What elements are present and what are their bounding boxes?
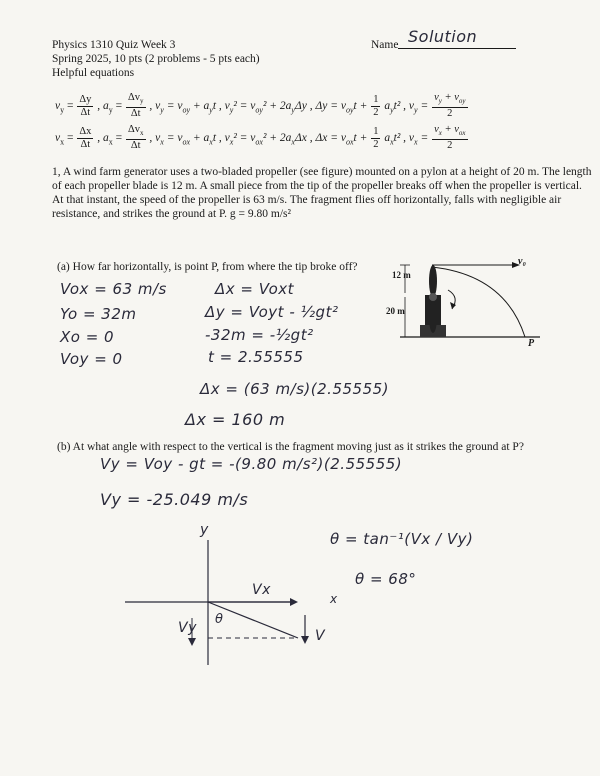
work-voy: Voy = 0 <box>60 350 123 368</box>
theta-answer: θ = 68° <box>355 570 417 588</box>
course-title: Physics 1310 Quiz Week 3 <box>52 39 176 51</box>
equation-row-y: $v_y$ = $\frac{\Delta y}{\Delta t}$ , $a_y$ = $\frac{\Delta v_y}{\Delta t}$ , $v_y = v_{oy} + a_yt$ , $v_y^2 = v_{oy}^2 + 2a_y\Delta y$ , $\Delta y = v_{oy}t$ + $\frac{1}{2}$ $a_yt^2$ , $v_y$ = $\frac{v_y + v_{oy}}{2}$ <box>55 92 466 120</box>
name-label: Name <box>371 39 399 51</box>
work-time: t = 2.55555 <box>208 348 304 366</box>
term-info: Spring 2025, 10 pts (2 problems - 5 pts each) <box>52 53 260 65</box>
work-vox: Vox = 63 m/s <box>60 280 167 298</box>
work-dx-eq: Δx = Voxt <box>215 280 295 298</box>
part-b-question: (b) At what angle with respect to the vertical is the fragment moving just as it strikes the ground at P? <box>57 441 524 453</box>
vector-label-v: V <box>315 628 326 644</box>
name-value: Solution <box>408 27 478 46</box>
answer-a: Δx = 160 m <box>185 410 286 429</box>
angle-label-theta: θ <box>215 612 224 627</box>
problem-1-text: 1, A wind farm generator uses a two-bladed propeller (see figure) mounted on a pylon at a height of 20 m. The length of each propeller blade is 12 m. A small piece from the tip of the propeller breaks off when the propeller is vertical. At that instant, the speed of the propeller is 63 m/s. The fragment flies off horizontally, falls with negligible air resistance, and strikes the ground at P. g = 9.80 m/s² <box>52 166 592 220</box>
theta-equation: θ = tan⁻¹(Vx / Vy) <box>330 530 474 548</box>
figure-label-v0: v₀ <box>518 256 526 267</box>
axis-label-y: y <box>200 522 209 538</box>
helpful-equations-heading: Helpful equations <box>52 67 135 79</box>
work-dy-eq: Δy = Voyt - ½gt² <box>205 303 339 321</box>
work-xo: Xo = 0 <box>60 328 115 346</box>
figure-label-12m: 12 m <box>392 270 411 280</box>
work-dx-calc: Δx = (63 m/s)(2.55555) <box>200 380 390 398</box>
name-underline <box>398 48 516 49</box>
work-yo: Yo = 32m <box>60 305 137 323</box>
work-vy-value: Vy = -25.049 m/s <box>100 490 249 509</box>
figure-label-20m: 20 m <box>386 306 405 316</box>
figure-label-p: P <box>528 338 535 349</box>
vector-label-vy: Vy <box>178 620 197 636</box>
work-dy-sub: -32m = -½gt² <box>205 326 314 344</box>
axis-label-x: x <box>330 592 338 606</box>
velocity-vector-sketch <box>120 520 340 670</box>
equation-row-x: $v_x$ = $\frac{\Delta x}{\Delta t}$ , $a_x$ = $\frac{\Delta v_x}{\Delta t}$ , $v_x = v_{ox} + a_xt$ , $v_x^2 = v_{ox}^2 + 2a_x\Delta x$ , $\Delta x = v_{ox}t$ + $\frac{1}{2}$ $a_xt^2$ , $v_x$ = $\frac{v_x + v_{ox}}{2}$ <box>55 124 466 152</box>
part-a-question: (a) How far horizontally, is point P, from where the tip broke off? <box>57 261 358 273</box>
vector-label-vx: Vx <box>252 582 271 598</box>
work-vy-eq: Vy = Voy - gt = -(9.80 m/s²)(2.55555) <box>100 455 403 473</box>
